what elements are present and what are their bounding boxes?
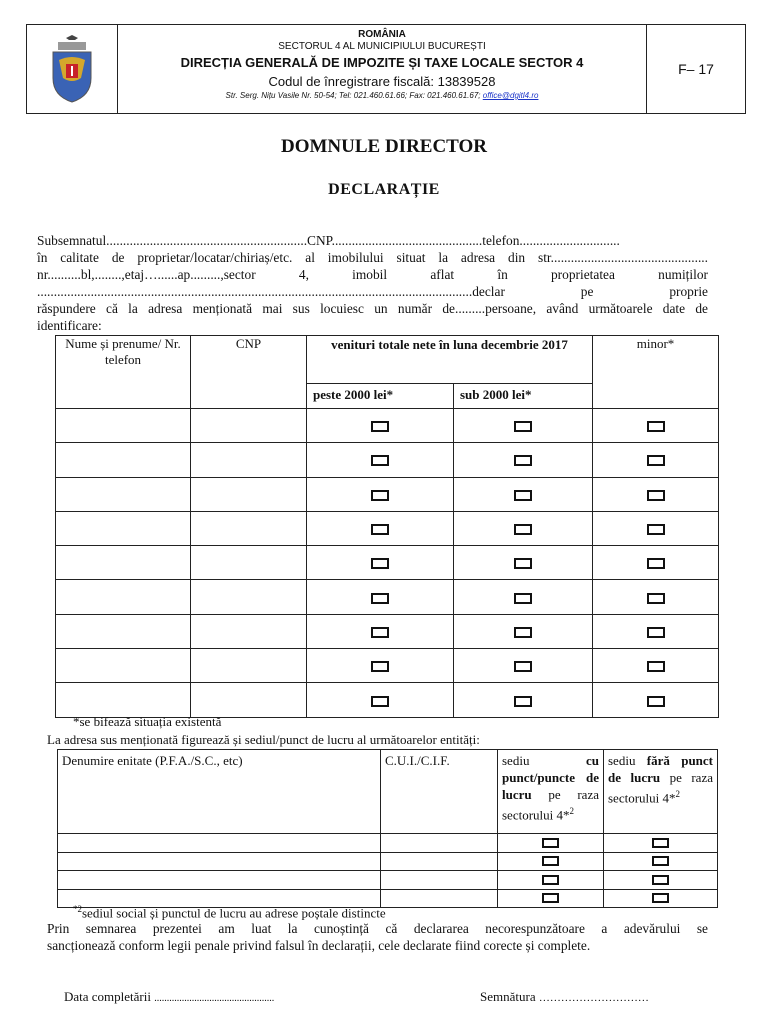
cnp-cell[interactable]: [191, 409, 307, 443]
cnp-cell[interactable]: [191, 443, 307, 477]
header-without-workpoint: sediu fără punct de lucru pe raza sectorului 4*$^2$: [604, 750, 718, 834]
under-2000-checkbox[interactable]: [514, 455, 532, 466]
coat-of-arms-logo: [27, 25, 118, 113]
minor-cell: [593, 443, 719, 477]
minor-checkbox[interactable]: [647, 455, 665, 466]
under-2000-checkbox[interactable]: [514, 490, 532, 501]
table-row: [56, 614, 719, 648]
table-row: [56, 649, 719, 683]
name-cell[interactable]: [56, 580, 191, 614]
table-row: [58, 871, 718, 890]
under-2000-cell: [454, 511, 593, 545]
with-workpoint-checkbox[interactable]: [542, 893, 559, 903]
with-workpoint-cell: [498, 852, 604, 871]
minor-cell: [593, 409, 719, 443]
table-row: [58, 834, 718, 853]
table-row: [56, 580, 719, 614]
under-2000-checkbox[interactable]: [514, 696, 532, 707]
over-2000-cell: [307, 409, 454, 443]
minor-cell: [593, 683, 719, 717]
intro-line: identificare:: [37, 317, 102, 333]
with-workpoint-checkbox[interactable]: [542, 838, 559, 848]
statement: [47, 921, 708, 954]
cui-cell[interactable]: [381, 871, 498, 890]
header-text: [118, 25, 647, 113]
over-2000-checkbox[interactable]: [371, 661, 389, 672]
minor-checkbox[interactable]: [647, 627, 665, 638]
under-2000-checkbox[interactable]: [514, 627, 532, 638]
institution: DIRECȚIA GENERALĂ DE IMPOZITE ȘI TAXE LOCALE SECTOR 4: [180, 55, 584, 70]
table-row: [56, 683, 719, 717]
header-entity-name: Denumire enitate (P.F.A./S.C., etc): [58, 750, 381, 834]
over-2000-checkbox[interactable]: [371, 455, 389, 466]
minor-cell: [593, 477, 719, 511]
under-2000-checkbox[interactable]: [514, 593, 532, 604]
intro-line: răspundere că la adresa menționată mai sus locuiesc un număr de.........persoane, având următoarele date de: [37, 300, 708, 316]
over-2000-cell: [307, 683, 454, 717]
cui-cell[interactable]: [381, 834, 498, 853]
table-row: [56, 511, 719, 545]
intro-line: în calitate de proprietar/locatar/chiriaș/etc. al imobilului situat la adresa din str...............................................: [37, 249, 708, 265]
without-workpoint-checkbox[interactable]: [652, 856, 669, 866]
with-workpoint-checkbox[interactable]: [542, 875, 559, 885]
over-2000-checkbox[interactable]: [371, 593, 389, 604]
cnp-cell[interactable]: [191, 614, 307, 648]
country: ROMÂNIA: [358, 29, 406, 40]
minor-checkbox[interactable]: [647, 421, 665, 432]
over-2000-checkbox[interactable]: [371, 490, 389, 501]
name-cell[interactable]: [56, 649, 191, 683]
name-cell[interactable]: [56, 511, 191, 545]
with-workpoint-cell: [498, 871, 604, 890]
date-field[interactable]: Data completării ................................................: [64, 989, 275, 1004]
document-header: [26, 24, 746, 114]
without-workpoint-cell: [604, 871, 718, 890]
statement-line: sancționează conform legii penale privind falsul în declarații, cele declarate fiind corecte și complete.: [47, 937, 591, 953]
under-2000-cell: [454, 477, 593, 511]
table-row: [56, 443, 719, 477]
address: Str. Serg. Nițu Vasile Nr. 50-54; Tel: 021.460.61.66; Fax: 021.460.61.67;: [225, 91, 483, 100]
over-2000-checkbox[interactable]: [371, 696, 389, 707]
under-2000-cell: [454, 614, 593, 648]
under-2000-checkbox[interactable]: [514, 558, 532, 569]
minor-cell: [593, 546, 719, 580]
header-with-workpoint: sediu cu punct/puncte de lucru pe raza sectorului 4*$^2$: [498, 750, 604, 834]
header-income: venituri totale nete în luna decembrie 2017: [307, 336, 593, 384]
entity-name-cell[interactable]: [58, 852, 381, 871]
minor-checkbox[interactable]: [647, 524, 665, 535]
intro-paragraph: [37, 233, 708, 334]
cnp-cell[interactable]: [191, 511, 307, 545]
over-2000-checkbox[interactable]: [371, 558, 389, 569]
cnp-cell[interactable]: [191, 649, 307, 683]
name-cell[interactable]: [56, 683, 191, 717]
table-row: [56, 409, 719, 443]
addressee: DOMNULE DIRECTOR: [280, 136, 488, 157]
under-2000-cell: [454, 546, 593, 580]
without-workpoint-checkbox[interactable]: [652, 838, 669, 848]
cnp-cell[interactable]: [191, 477, 307, 511]
name-cell[interactable]: [56, 409, 191, 443]
header-cui: C.U.I./C.I.F.: [381, 750, 498, 834]
over-2000-checkbox[interactable]: [371, 524, 389, 535]
name-cell[interactable]: [56, 546, 191, 580]
without-workpoint-cell: [604, 852, 718, 871]
statement-line: Prin semnarea prezentei am luat la cunoștință că declararea necorespunzătoare a adevărului se: [47, 921, 708, 936]
over-2000-cell: [307, 649, 454, 683]
entities-table: [57, 749, 718, 908]
footnote-address: $^{*2}$sediul social și punctul de lucru au adrese poștale distincte: [73, 904, 386, 921]
header-name: Nume și prenume/ Nr. telefon: [56, 336, 191, 409]
cui-cell[interactable]: [381, 889, 498, 908]
under-2000-cell: [454, 409, 593, 443]
over-2000-cell: [307, 580, 454, 614]
over-2000-cell: [307, 511, 454, 545]
entity-name-cell[interactable]: [58, 834, 381, 853]
intro-line: ..................................................................................................................................declar pe proprie: [37, 283, 708, 299]
over-2000-checkbox[interactable]: [371, 421, 389, 432]
under-2000-cell: [454, 683, 593, 717]
without-workpoint-checkbox[interactable]: [652, 875, 669, 885]
header-under-2000: sub 2000 lei*: [454, 384, 593, 409]
minor-checkbox[interactable]: [647, 696, 665, 707]
table-row: [56, 546, 719, 580]
with-workpoint-cell: [498, 834, 604, 853]
name-cell[interactable]: [56, 614, 191, 648]
under-2000-cell: [454, 580, 593, 614]
minor-cell: [593, 614, 719, 648]
minor-cell: [593, 580, 719, 614]
minor-cell: [593, 649, 719, 683]
form-code: F– 17: [678, 61, 714, 77]
header-cnp: CNP: [191, 336, 307, 409]
header-over-2000: peste 2000 lei*: [307, 384, 454, 409]
minor-checkbox[interactable]: [647, 593, 665, 604]
cnp-cell[interactable]: [191, 683, 307, 717]
without-workpoint-cell: [604, 834, 718, 853]
signature-field[interactable]: Semnătura …………………………: [480, 989, 649, 1004]
table-row: [58, 852, 718, 871]
table-row: [56, 477, 719, 511]
persons-table: [55, 335, 719, 718]
under-2000-checkbox[interactable]: [514, 421, 532, 432]
fiscal-code: Codul de înregistrare fiscală: 13839528: [268, 74, 496, 89]
minor-checkbox[interactable]: [647, 490, 665, 501]
intro-line: Subsemnatul............................................................CNP.............................................telefon..............................: [37, 233, 620, 248]
minor-cell: [593, 511, 719, 545]
over-2000-checkbox[interactable]: [371, 627, 389, 638]
under-2000-cell: [454, 443, 593, 477]
name-cell[interactable]: [56, 477, 191, 511]
with-workpoint-cell: [498, 889, 604, 908]
intro-line: nr..........bl,........,etaj…......ap.........,sector 4, imobil aflat în proprietatea numiților: [37, 266, 708, 282]
over-2000-cell: [307, 477, 454, 511]
cnp-cell[interactable]: [191, 546, 307, 580]
name-cell[interactable]: [56, 443, 191, 477]
sector: SECTORUL 4 AL MUNICIPIULUI BUCUREȘTI: [278, 41, 486, 52]
entity-name-cell[interactable]: [58, 871, 381, 890]
under-2000-checkbox[interactable]: [514, 661, 532, 672]
minor-checkbox[interactable]: [647, 558, 665, 569]
minor-checkbox[interactable]: [647, 661, 665, 672]
document-title: DECLARAȚIE: [328, 181, 440, 198]
entities-intro: La adresa sus menționată figurează și sediul/punct de lucru al următoarelor entități:: [47, 732, 480, 747]
over-2000-cell: [307, 443, 454, 477]
without-workpoint-checkbox[interactable]: [652, 893, 669, 903]
cui-cell[interactable]: [381, 852, 498, 871]
over-2000-cell: [307, 614, 454, 648]
without-workpoint-cell: [604, 889, 718, 908]
cnp-cell[interactable]: [191, 580, 307, 614]
footnote-checkbox: *se bifează situația existentă: [73, 714, 222, 729]
email-link[interactable]: office@dgitl4.ro: [482, 91, 539, 100]
over-2000-cell: [307, 546, 454, 580]
under-2000-cell: [454, 649, 593, 683]
under-2000-checkbox[interactable]: [514, 524, 532, 535]
header-minor: minor*: [593, 336, 719, 409]
with-workpoint-checkbox[interactable]: [542, 856, 559, 866]
